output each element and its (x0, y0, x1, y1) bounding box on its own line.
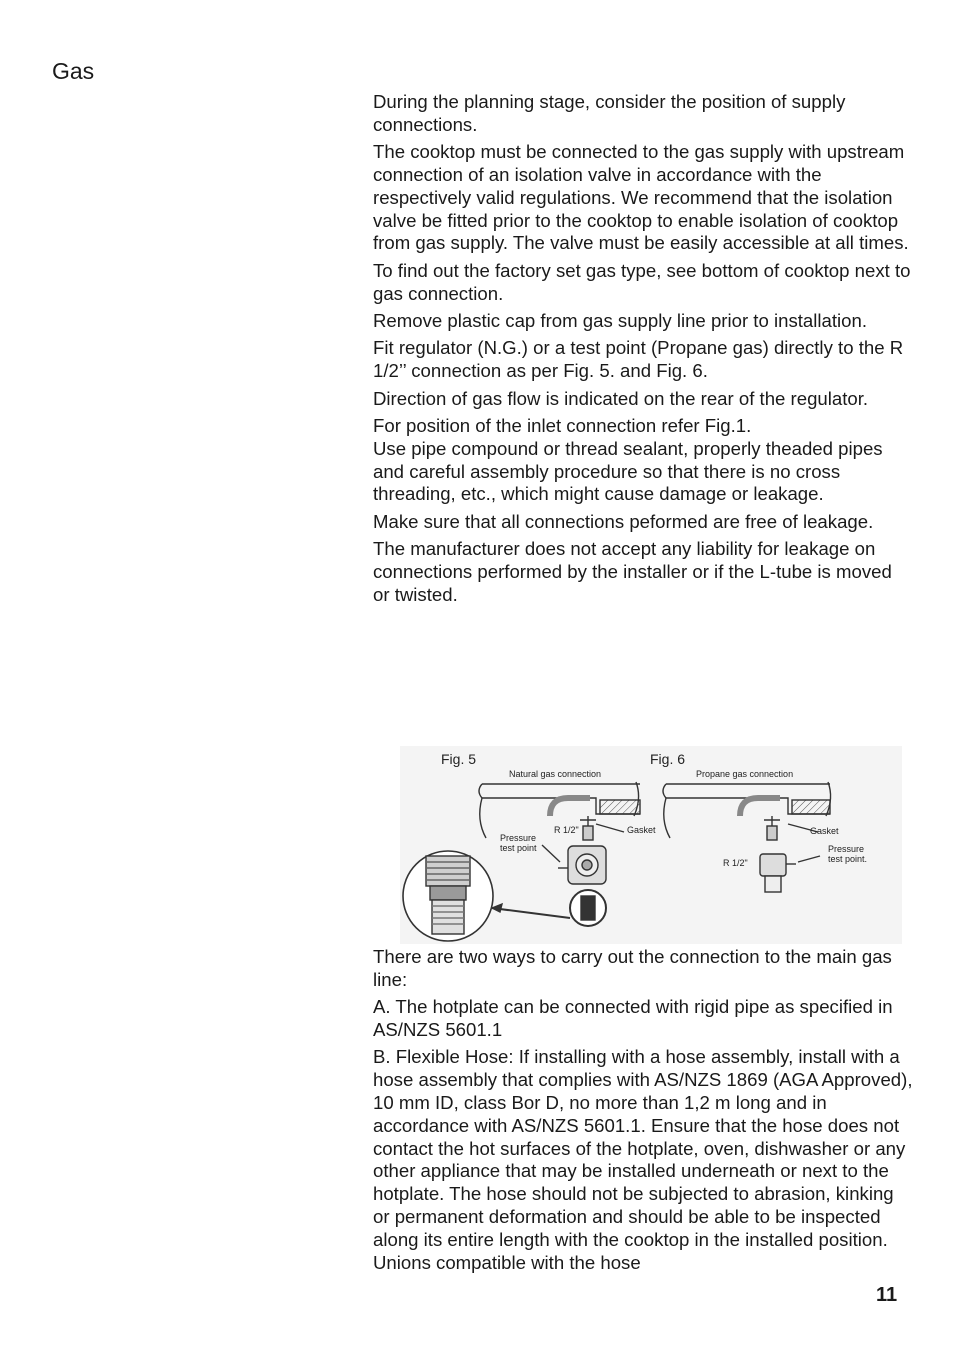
fig5-gasket-label: Gasket (627, 825, 656, 835)
paragraph: Direction of gas flow is indicated on the rear of the regulator. (373, 387, 869, 409)
paragraph: Make sure that all connections peformed are free of leakage. (373, 510, 874, 532)
fig6-pressure-line1: Pressure (828, 844, 865, 854)
fig5-pressure-line1: Pressure (500, 833, 537, 843)
body-text-bottom (373, 946, 913, 1279)
paragraph: The manufacturer does not accept any liability for leakage on connections performed by the installer or if the L-tube is moved or twisted. (373, 538, 892, 605)
fig6-pressure-line2: test point. (828, 854, 868, 864)
body-text-top (373, 91, 913, 611)
paragraph: Use pipe compound or thread sealant, properly theaded pipes and careful assembly procedure so that there is no cross threading, etc., which might cause damage or leakage. (373, 437, 883, 505)
fig5-r-half: R 1/2" (554, 825, 579, 835)
fig6-label: Fig. 6 (650, 751, 686, 767)
paragraph: To find out the factory set gas type, see bottom of cooktop next to gas connection. (373, 259, 911, 304)
page-number: 11 (876, 1284, 898, 1306)
paragraph: During the planning stage, consider the position of supply connections. (373, 91, 846, 135)
paragraph: For position of the inlet connection refer Fig.1. (373, 414, 752, 436)
paragraph: There are two ways to carry out the connection to the main gas line: (373, 946, 892, 990)
fig5-cooktop-diagram (403, 782, 640, 941)
paragraph: Remove plastic cap from gas supply line prior to installation. (373, 309, 867, 331)
fig5-pressure-line2: test point (500, 843, 537, 853)
paragraph: The cooktop must be connected to the gas supply with upstream connection of an isolation valve in accordance with the respectively valid regulations. We recommend that the isolation valve be fitted prior to the cooktop to enable isolation of cooktop from gas supply. The valve must be easily accessible at all times. (373, 141, 909, 254)
section-title: Gas (52, 58, 95, 84)
fig6-caption: Propane gas connection (696, 769, 794, 779)
fig6-cooktop-diagram (663, 782, 831, 892)
paragraph: A. The hotplate can be connected with rigid pipe as specified in AS/NZS 5601.1 (373, 996, 893, 1040)
fig6-gasket-label: Gasket (810, 826, 839, 836)
fig6-r-half: R 1/2" (723, 858, 748, 868)
paragraph: B. Flexible Hose: If installing with a hose assembly, install with a hose assembly that complies with AS/NZS 1869 (AGA Approved), 10 mm ID, class Bor D, no more than 1,2 m long and in accordance with AS/NZS 5601.1. Ensure that the hose does not contact the hot surfaces of the hotplate, oven, dishwasher or any other appliance that may be installed underneath or next to the hotplate. The hose should not be subjected to abrasion, kinking or permanent deformation and should be able to be inspected along its entire length with the cooktop in the installed position. Unions compatible with the hose (373, 1046, 913, 1273)
fig5-label: Fig. 5 (441, 751, 477, 767)
paragraph: Fit regulator (N.G.) or a test point (Propane gas) directly to the R 1/2’’ connection as per Fig. 5. and Fig. 6. (373, 337, 904, 382)
gas-connection-figure (400, 746, 902, 944)
fig5-caption: Natural gas connection (509, 769, 602, 779)
